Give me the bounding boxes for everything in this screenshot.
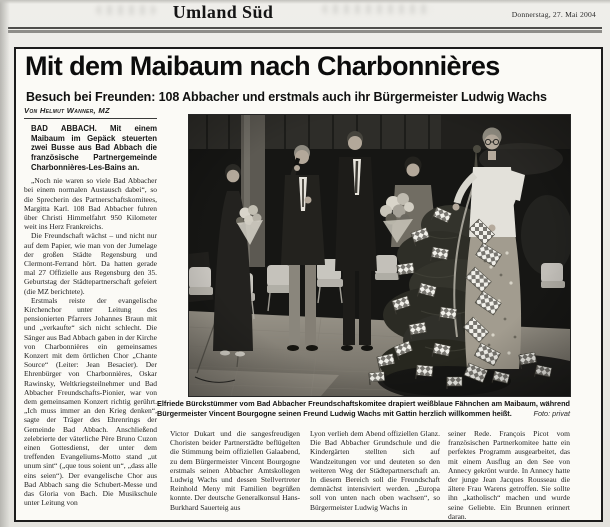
- scan-bleedthrough-smudge: [322, 4, 432, 14]
- byline-rule: [24, 118, 157, 119]
- article-frame: [14, 47, 603, 522]
- masthead-section-title: Umland Süd: [172, 2, 274, 22]
- masthead-rule-thick: [8, 30, 602, 33]
- masthead-date: Donnerstag, 27. Mai 2004: [511, 10, 596, 19]
- photo-caption: [157, 399, 570, 420]
- body-paragraph: Victor Dukart und die sangesfreudigen Choristen beider Partnerstädte beflügelten die Stimmung beim offiziellen Galaabend, zu dem Bürgermeister Vincent Bourgogne erstmals seinen Abbacher Amtskollegen Ludwig Wachs und dessen Stellvertreter Reinhold Meny mit Familien begrüßen konnte. Der deutsche Generalkonsul Hans-Burkhard Sauerteig aus: [170, 429, 300, 512]
- body-paragraph: „Noch nie waren so viele Bad Abbacher bei einem normalen Austausch dabei“, so die Sprecherin des Partnerschaftskomitees, Margitta Karl. 108 Bad Abbacher fuhren über Christi Himmelfahrt 950 Kilometer weit ins Herz Frankreichs.: [24, 176, 157, 232]
- article-photo: [188, 114, 571, 397]
- text-column-1: [24, 106, 157, 520]
- masthead-rule-thin: [8, 27, 602, 29]
- photo-caption-text: Elfriede Bürckstümmer vom Bad Abbacher Freundschaftskomitee drapiert weißblaue Fähnchen am Maibaum, während Bürgermeister Vincent Bourgogne seinen Freund Ludwig Wachs mit Gattin herzlich willkommen heißt.: [157, 399, 570, 419]
- byline: Von Helmut Wanner, MZ: [24, 106, 110, 115]
- text-column-3: [310, 429, 440, 521]
- text-column-2: [170, 429, 300, 521]
- maypole-photo-illustration: [189, 115, 570, 396]
- photo-credit: Foto: privat: [528, 409, 571, 419]
- body-paragraph: Die Freundschaft wächst – und nicht nur auf dem Papier, wie man von der Jumelage der großen Städte Regensburg und Clermont-Ferrand hört. Da hatten gerade mal 27 Offizielle aus Regensburg den 35. Geburtstag der Städtepartnerschaft gefeiert (die MZ berichtete).: [24, 231, 157, 296]
- photo-vignette: [189, 115, 570, 396]
- article-subheadline: Besuch bei Freunden: 108 Abbacher und erstmals auch ihr Bürgermeister Ludwig Wachs: [26, 90, 547, 104]
- body-paragraph: seiner Rede. François Picot vom französischen Partnerkomitee hatte ein perfektes Programm ausgearbeitet, das mit einem Ausflug an den See von Annecy gekrönt wurde. In Annecy hatte der junge Jean Jacques Rousseau die ältere Frau Warens getroffen. Sie sollte ihn „katholisch“ machen und wurde seine Geliebte. Ein Brunnen erinnert daran.: [448, 429, 570, 521]
- text-column-4: [448, 429, 570, 521]
- lead-paragraph: BAD ABBACH. Mit einem Maibaum im Gepäck steuerten zwei Busse aus Bad Abbach die französische Partnergemeinde Charbonnières-Les-Bains an.: [31, 124, 157, 172]
- article-headline: Mit dem Maibaum nach Charbonnières: [25, 51, 500, 81]
- body-paragraph: Lyon verlieh dem Abend offiziellen Glanz. Die Bad Abbacher Grundschule und die Kindergärten stellten sich auf Wandzeitungen vor und deuteten so den weiteren Weg der Städtepartnerschaft an. In diesem Bereich soll die Freundschaft demnächst intensiviert werden. „Europa soll von unten nach oben wachsen“, so Bürgermeister Ludwig Wachs in: [310, 429, 440, 512]
- body-paragraph: Erstmals reiste der evangelische Kirchenchor unter Leitung des pensionierten Pfarrers Johannes Braun mit und „verkaufte“ sich nicht schlecht. Die Sänger aus Bad Abbach gaben in der Kirche von Charbonnières ein gemeinsames Konzert mit dem örtlichen Chor „Chante Source“ (Leiter: Jean Besacier). Der Ehrenbürger von Charbonnières, Oskar Rawinsky, Weltkriegsteilnehmer und Bad Abbacher Freundschafts-Pionier, war von dem gemeinsamen Konzert richtig gerührt. „Ich muss immer an den Krieg denken“, sagte der Träger des Ehrenrings der Gemeinde Bad Abbach. Anschließend zelebrierte der väterliche Père Bruno Cuzon einen Gottesdienst, der unter dem treffenden Evangeliums-Motto stand „ut unum sint“ („que tous soient un“, „dass alle eins seien“). Der evangelische Chor aus Bad Abbach sang die Schubert-Messe und das Gloria von Bach. Die Musikschule unter Leitung von: [24, 295, 157, 508]
